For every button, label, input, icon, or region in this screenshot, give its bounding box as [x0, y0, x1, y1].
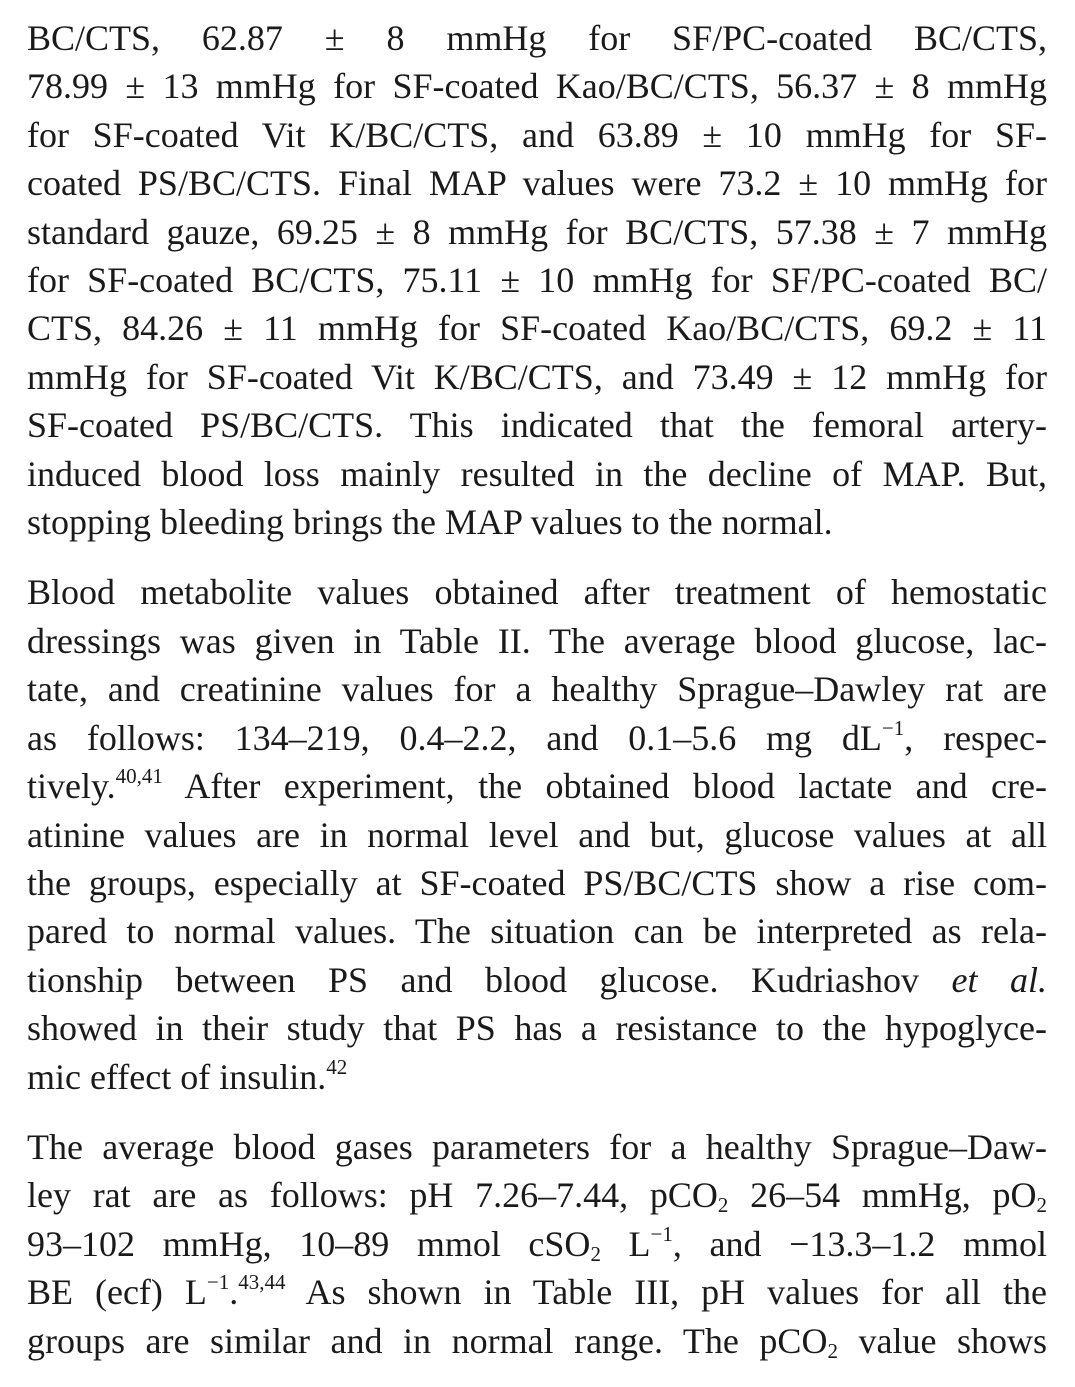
text-line [27, 1053, 1047, 1101]
text-line: CTS, 84.26 ± 11 mmHg for SF-coated Kao/BC/CTS, 69.2 ± 11 [27, 308, 1047, 349]
text-line: stopping bleeding brings the MAP values to the normal. [27, 502, 833, 543]
text-line: the groups, especially at SF-coated PS/BC/CTS show a rise com- [27, 862, 1047, 903]
text-line: mmHg for SF-coated Vit K/BC/CTS, and 73.49 ± 12 mmHg for [27, 356, 1047, 397]
text-line [27, 1171, 1047, 1219]
text-line: for SF-coated Vit K/BC/CTS, and 63.89 ± 10 mmHg for SF- [27, 114, 1047, 155]
text-run: BE (ecf) L [27, 1272, 207, 1313]
text-line [27, 1220, 1047, 1268]
paragraph-map-values [27, 14, 1047, 546]
text-run: ley rat are as follows: pH 7.26–7.44, pCO [27, 1175, 718, 1216]
text-line [27, 762, 1047, 810]
citation-ref: 40,41 [115, 764, 163, 789]
text-run: As shown in Table III, pH values for all the [285, 1272, 1048, 1313]
italic-text: et al. [951, 959, 1048, 1000]
text-line: 78.99 ± 13 mmHg for SF-coated Kao/BC/CTS, 56.37 ± 8 mmHg [27, 66, 1047, 107]
text-run: . [229, 1272, 239, 1313]
text-run: After experiment, the obtained blood lactate and cre- [162, 766, 1047, 807]
text-line [27, 956, 1047, 1004]
citation-ref: 43,44 [238, 1270, 286, 1295]
article-body [27, 14, 1047, 1387]
text-line: The average blood gases parameters for a healthy Sprague–Daw- [27, 1126, 1047, 1167]
paragraph-blood-metabolites [27, 568, 1047, 1100]
text-run: tionship between PS and blood glucose. Kudriashov [27, 959, 919, 1000]
text-run: , and −13.3–1.2 mmol [672, 1223, 1047, 1264]
unit-exponent: −1 [650, 1221, 673, 1246]
text-run: groups are similar and in normal range. The pCO [27, 1320, 828, 1361]
text-line: showed in their study that PS has a resistance to the hypoglyce- [27, 1008, 1047, 1049]
text-run: mic effect of insulin. [27, 1056, 327, 1097]
unit-exponent: −1 [881, 715, 905, 740]
paragraph-blood-gases [27, 1123, 1047, 1365]
text-run: L [600, 1223, 651, 1264]
text-run: 93–102 mmHg, 10–89 mmol cSO [27, 1223, 591, 1264]
text-line: BC/CTS, 62.87 ± 8 mmHg for SF/PC-coated BC/CTS, [27, 18, 1047, 58]
text-line: tate, and creatinine values for a healthy Sprague–Dawley rat are [27, 669, 1047, 710]
text-line: pared to normal values. The situation can be interpreted as rela- [27, 911, 1047, 952]
text-line: atinine values are in normal level and but, glucose values at all [27, 814, 1047, 855]
subscript: 2 [717, 1193, 729, 1218]
text-line [27, 714, 1047, 762]
text-run: as follows: 134–219, 0.4–2.2, and 0.1–5.6 mg dL [27, 717, 882, 758]
text-line [27, 1317, 1047, 1365]
text-line: coated PS/BC/CTS. Final MAP values were 73.2 ± 10 mmHg for [27, 163, 1047, 204]
subscript: 2 [1036, 1193, 1047, 1218]
text-line: SF-coated PS/BC/CTS. This indicated that the femoral artery- [27, 405, 1047, 446]
citation-ref: 42 [326, 1054, 348, 1079]
text-line: standard gauze, 69.25 ± 8 mmHg for BC/CTS, 57.38 ± 7 mmHg [27, 211, 1047, 252]
text-run: 26–54 mmHg, pO [728, 1175, 1037, 1216]
text-line: induced blood loss mainly resulted in the decline of MAP. But, [27, 453, 1047, 494]
text-line: Blood metabolite values obtained after treatment of hemostatic [27, 572, 1047, 613]
text-line [27, 1268, 1047, 1316]
text-run: value shows [837, 1320, 1048, 1361]
text-run: tively. [27, 766, 116, 807]
text-line: for SF-coated BC/CTS, 75.11 ± 10 mmHg for SF/PC-coated BC/ [27, 260, 1047, 301]
unit-exponent: −1 [206, 1270, 230, 1295]
subscript: 2 [590, 1241, 601, 1266]
text-run: , respec- [904, 717, 1048, 758]
text-line: dressings was given in Table II. The average blood glucose, lac- [27, 620, 1047, 661]
subscript: 2 [827, 1338, 838, 1363]
